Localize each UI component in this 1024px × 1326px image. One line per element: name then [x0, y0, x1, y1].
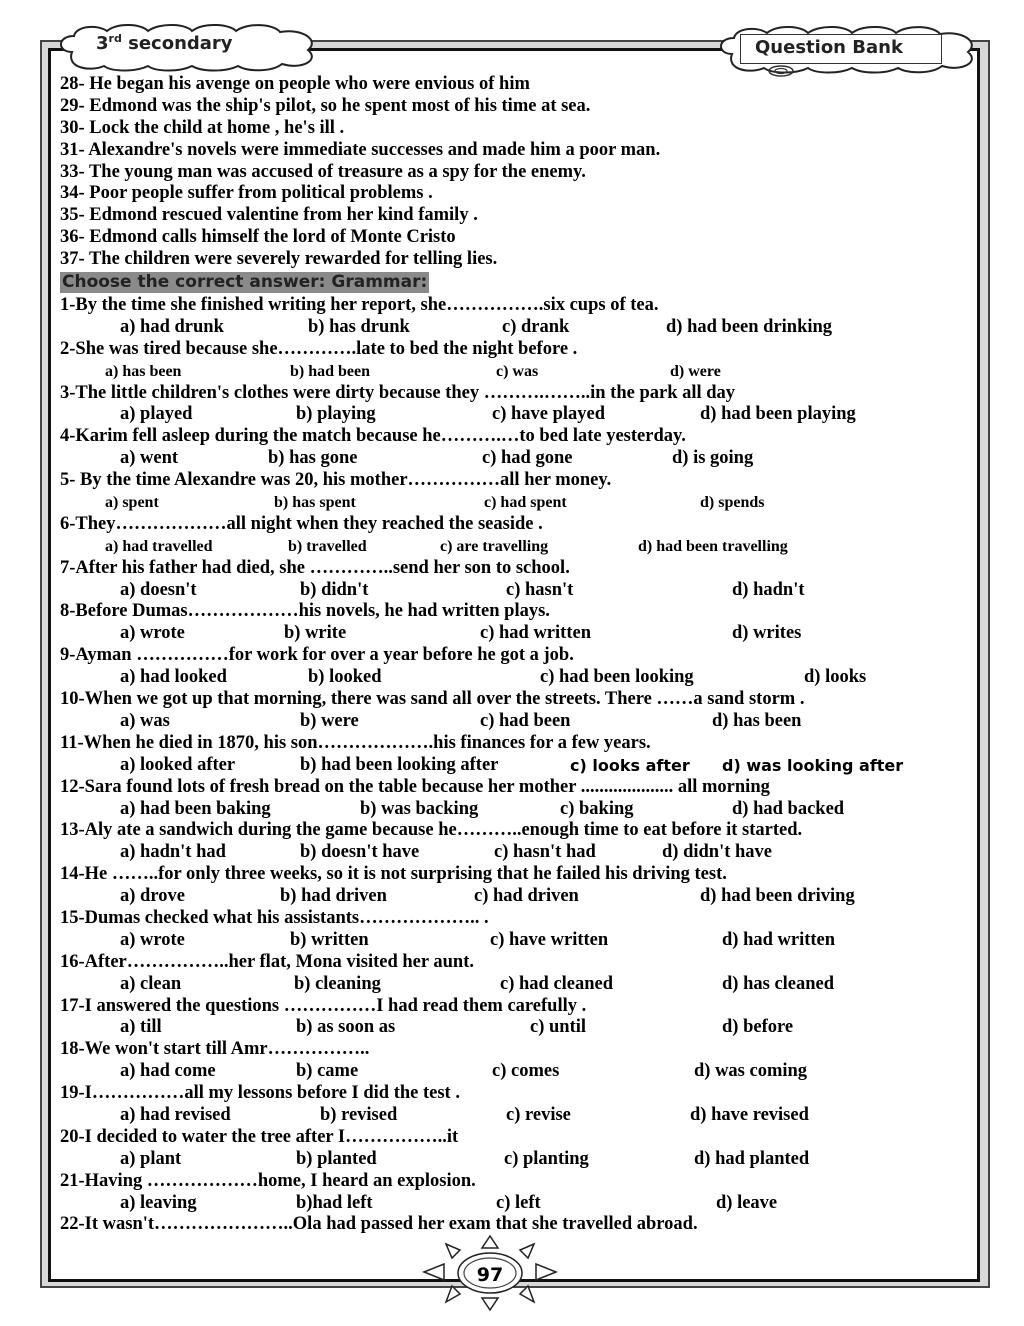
question-2: 2-She was tired because she………….late to bed the night before .: [60, 338, 578, 359]
answer-option[interactable]: c) had spent: [484, 494, 567, 512]
question-3: 3-The little children's clothes were dirty because they ……….……..in the park all day: [60, 382, 736, 403]
answer-option[interactable]: b) had driven: [280, 886, 387, 907]
section-heading: [60, 271, 960, 295]
answer-option[interactable]: c) hasn't: [506, 579, 574, 600]
statement-line: 35- Edmond rescued valentine from her kind family .: [60, 205, 478, 226]
answer-option[interactable]: b) came: [296, 1061, 359, 1082]
answer-option[interactable]: c) had been looking: [540, 667, 694, 688]
options-row: [60, 1193, 960, 1215]
options-row: [60, 1061, 960, 1083]
answer-option[interactable]: c) are travelling: [440, 537, 549, 555]
answer-option[interactable]: c) had gone: [482, 448, 573, 469]
options-row: [60, 404, 960, 426]
answer-option[interactable]: b) didn't: [300, 579, 369, 600]
answer-option[interactable]: c) had been: [480, 710, 571, 731]
question-14: 14-He ……..for only three weeks, so it is not surprising that he failed his driving test.: [60, 864, 727, 885]
answer-option[interactable]: b) travelled: [288, 537, 367, 555]
answer-option[interactable]: c) have written: [490, 929, 609, 950]
answer-option[interactable]: c) looks after: [570, 755, 690, 775]
question-15: 15-Dumas checked what his assistants……………….. .: [60, 907, 489, 928]
answer-option[interactable]: a) till: [120, 1017, 162, 1038]
answer-option[interactable]: c) drank: [502, 316, 570, 337]
answer-option[interactable]: b) as soon as: [296, 1017, 396, 1038]
answer-option[interactable]: c) planting: [504, 1148, 589, 1169]
answer-option[interactable]: c) had cleaned: [500, 973, 614, 994]
content: [60, 74, 960, 1236]
options-row: [60, 448, 960, 470]
answer-option[interactable]: a) has been: [105, 362, 182, 380]
answer-option[interactable]: b) write: [284, 623, 347, 644]
statement-line: 36- Edmond calls himself the lord of Monte Cristo: [60, 227, 456, 248]
answer-option[interactable]: d) is going: [672, 448, 754, 469]
answer-option[interactable]: d) didn't have: [662, 842, 773, 863]
answer-option[interactable]: d) had been playing: [700, 404, 856, 425]
answer-option[interactable]: d) spends: [700, 494, 765, 512]
answer-option[interactable]: d) has been: [712, 710, 802, 731]
answer-option[interactable]: c) left: [496, 1192, 541, 1213]
options-row: [60, 930, 960, 952]
answer-option[interactable]: b) was backing: [360, 798, 479, 819]
question-20: 20-I decided to water the tree after I……………..it: [60, 1126, 459, 1147]
statement-line: 34- Poor people suffer from political problems .: [60, 183, 433, 204]
answer-option[interactable]: d) had written: [722, 929, 836, 950]
statement-line: 37- The children were severely rewarded for telling lies.: [60, 249, 498, 270]
answer-option[interactable]: a) was: [120, 710, 170, 731]
answer-option[interactable]: a) leaving: [120, 1192, 197, 1213]
answer-option[interactable]: c) until: [530, 1017, 587, 1038]
question-8: 8-Before Dumas………………his novels, he had written plays.: [60, 601, 550, 622]
answer-option[interactable]: a) went: [120, 448, 179, 469]
question-16: 16-After……………..her flat, Mona visited her aunt.: [60, 951, 474, 972]
question-6: 6-They………………all night when they reached the seaside .: [60, 513, 543, 534]
answer-option[interactable]: d) had planted: [694, 1148, 810, 1169]
options-row: [60, 1105, 960, 1127]
answer-option[interactable]: d) looks: [804, 667, 867, 688]
answer-option[interactable]: c) was: [496, 362, 539, 380]
options-row: [60, 1149, 960, 1171]
answer-option[interactable]: d) have revised: [690, 1104, 809, 1125]
answer-option[interactable]: d) was looking after: [722, 755, 904, 775]
options-row: [60, 1017, 960, 1039]
answer-option[interactable]: d) was coming: [694, 1061, 808, 1082]
question-13: 13-Aly ate a sandwich during the game because he………..enough time to eat before it started.: [60, 820, 803, 841]
answer-option[interactable]: d) had been driving: [700, 886, 855, 907]
options-row: [60, 842, 960, 864]
answer-option[interactable]: b) has gone: [268, 448, 358, 469]
options-row: [60, 711, 960, 733]
answer-option[interactable]: a) wrote: [120, 929, 185, 950]
answer-option[interactable]: a) hadn't had: [120, 842, 226, 863]
answer-option[interactable]: a) had travelled: [105, 537, 213, 555]
answer-option[interactable]: b) has drunk: [308, 316, 410, 337]
answer-option[interactable]: d) before: [722, 1017, 794, 1038]
question-7: 7-After his father had died, she …………..send her son to school.: [60, 557, 570, 578]
answer-option[interactable]: a) doesn't: [120, 579, 197, 600]
answer-option[interactable]: a) had been baking: [120, 798, 271, 819]
answer-option[interactable]: a) clean: [120, 973, 182, 994]
options-row: [60, 536, 960, 558]
statement-line: 28- He began his avenge on people who were envious of him: [60, 74, 530, 94]
answer-option[interactable]: b) revised: [320, 1104, 398, 1125]
question-17: 17-I answered the questions ……………I had read them carefully .: [60, 995, 587, 1016]
statement-line: 29- Edmond was the ship's pilot, so he spent most of his time at sea.: [60, 95, 591, 116]
header-level-label: 3rd secondary: [96, 32, 233, 54]
answer-option[interactable]: a) had revised: [120, 1104, 231, 1125]
answer-option[interactable]: a) wrote: [120, 623, 185, 644]
section-title: Choose the correct answer: Grammar:: [62, 272, 428, 293]
question-11: 11-When he died in 1870, his son……………….his finances for a few years.: [60, 732, 651, 753]
answer-option[interactable]: a) had come: [120, 1061, 216, 1082]
options-row: [60, 580, 960, 602]
answer-option[interactable]: b) planted: [296, 1148, 377, 1169]
page-number: 97: [476, 1264, 504, 1286]
answer-option[interactable]: b) playing: [296, 404, 376, 425]
answer-option[interactable]: c) revise: [506, 1104, 571, 1125]
answer-option[interactable]: a) played: [120, 404, 193, 425]
answer-option[interactable]: d) had been travelling: [638, 537, 788, 555]
answer-option[interactable]: d) had been drinking: [666, 316, 833, 337]
question-9: 9-Ayman ……………for work for over a year before he got a job.: [60, 645, 574, 666]
statement-line: 33- The young man was accused of treasure as a spy for the enemy.: [60, 161, 586, 182]
answer-option[interactable]: a) plant: [120, 1148, 182, 1169]
answer-option[interactable]: b)had left: [296, 1192, 373, 1213]
answer-option[interactable]: d) were: [670, 362, 721, 380]
answer-option[interactable]: d) had backed: [732, 798, 845, 819]
options-row: [60, 317, 960, 339]
answer-option[interactable]: b) doesn't have: [300, 842, 420, 863]
answer-option[interactable]: c) hasn't had: [494, 842, 596, 863]
answer-option[interactable]: d) hadn't: [732, 579, 805, 600]
answer-option[interactable]: b) were: [300, 710, 359, 731]
answer-option[interactable]: c) have played: [492, 404, 606, 425]
header-title: Question Bank: [755, 37, 903, 58]
question-22: 22-It wasn't…………………..Ola had passed her exam that she travelled abroad.: [60, 1214, 698, 1235]
answer-option[interactable]: b) written: [290, 929, 369, 950]
answer-option[interactable]: b) looked: [308, 667, 382, 688]
options-row: [60, 492, 960, 514]
answer-option[interactable]: c) had driven: [474, 886, 579, 907]
options-row: [60, 755, 960, 777]
question-1: 1-By the time she finished writing her report, she…………….six cups of tea.: [60, 295, 659, 316]
answer-option[interactable]: c) had written: [480, 623, 591, 644]
options-row: [60, 886, 960, 908]
options-row: [60, 623, 960, 645]
answer-option[interactable]: c) baking: [560, 798, 634, 819]
answer-option[interactable]: b) cleaning: [294, 973, 381, 994]
true-false-list: [60, 74, 960, 271]
statement-line: 31- Alexandre's novels were immediate successes and made him a poor man.: [60, 139, 661, 160]
answer-option[interactable]: a) had drunk: [120, 316, 224, 337]
answer-option[interactable]: a) drove: [120, 886, 185, 907]
question-5: 5- By the time Alexandre was 20, his mother……………all her money.: [60, 470, 612, 491]
answer-option[interactable]: d) has cleaned: [722, 973, 835, 994]
answer-option[interactable]: b) has spent: [274, 494, 356, 512]
question-21: 21-Having ………………home, I heard an explosion.: [60, 1170, 476, 1191]
options-row: [60, 799, 960, 821]
question-list: [60, 295, 960, 1214]
answer-option[interactable]: a) had looked: [120, 667, 227, 688]
options-row: [60, 361, 960, 383]
question-4: 4-Karim fell asleep during the match because he……….…to bed late yesterday.: [60, 426, 686, 447]
options-row: [60, 974, 960, 996]
answer-option[interactable]: b) had been looking after: [300, 754, 499, 775]
question-10: 10-When we got up that morning, there was sand all over the streets. There ……a sand storm .: [60, 689, 805, 710]
question-19: 19-I……………all my lessons before I did the test .: [60, 1083, 460, 1104]
question-18: 18-We won't start till Amr……………..: [60, 1039, 370, 1060]
answer-option[interactable]: a) spent: [105, 494, 159, 512]
answer-option[interactable]: d) leave: [716, 1192, 778, 1213]
options-row: [60, 667, 960, 689]
answer-option[interactable]: c) comes: [492, 1061, 560, 1082]
answer-option[interactable]: b) had been: [290, 362, 371, 380]
answer-option[interactable]: a) looked after: [120, 754, 236, 775]
answer-option[interactable]: d) writes: [732, 623, 802, 644]
question-12: 12-Sara found lots of fresh bread on the table because her mother .................... all morning: [60, 776, 770, 797]
statement-line: 30- Lock the child at home , he's ill .: [60, 117, 345, 138]
